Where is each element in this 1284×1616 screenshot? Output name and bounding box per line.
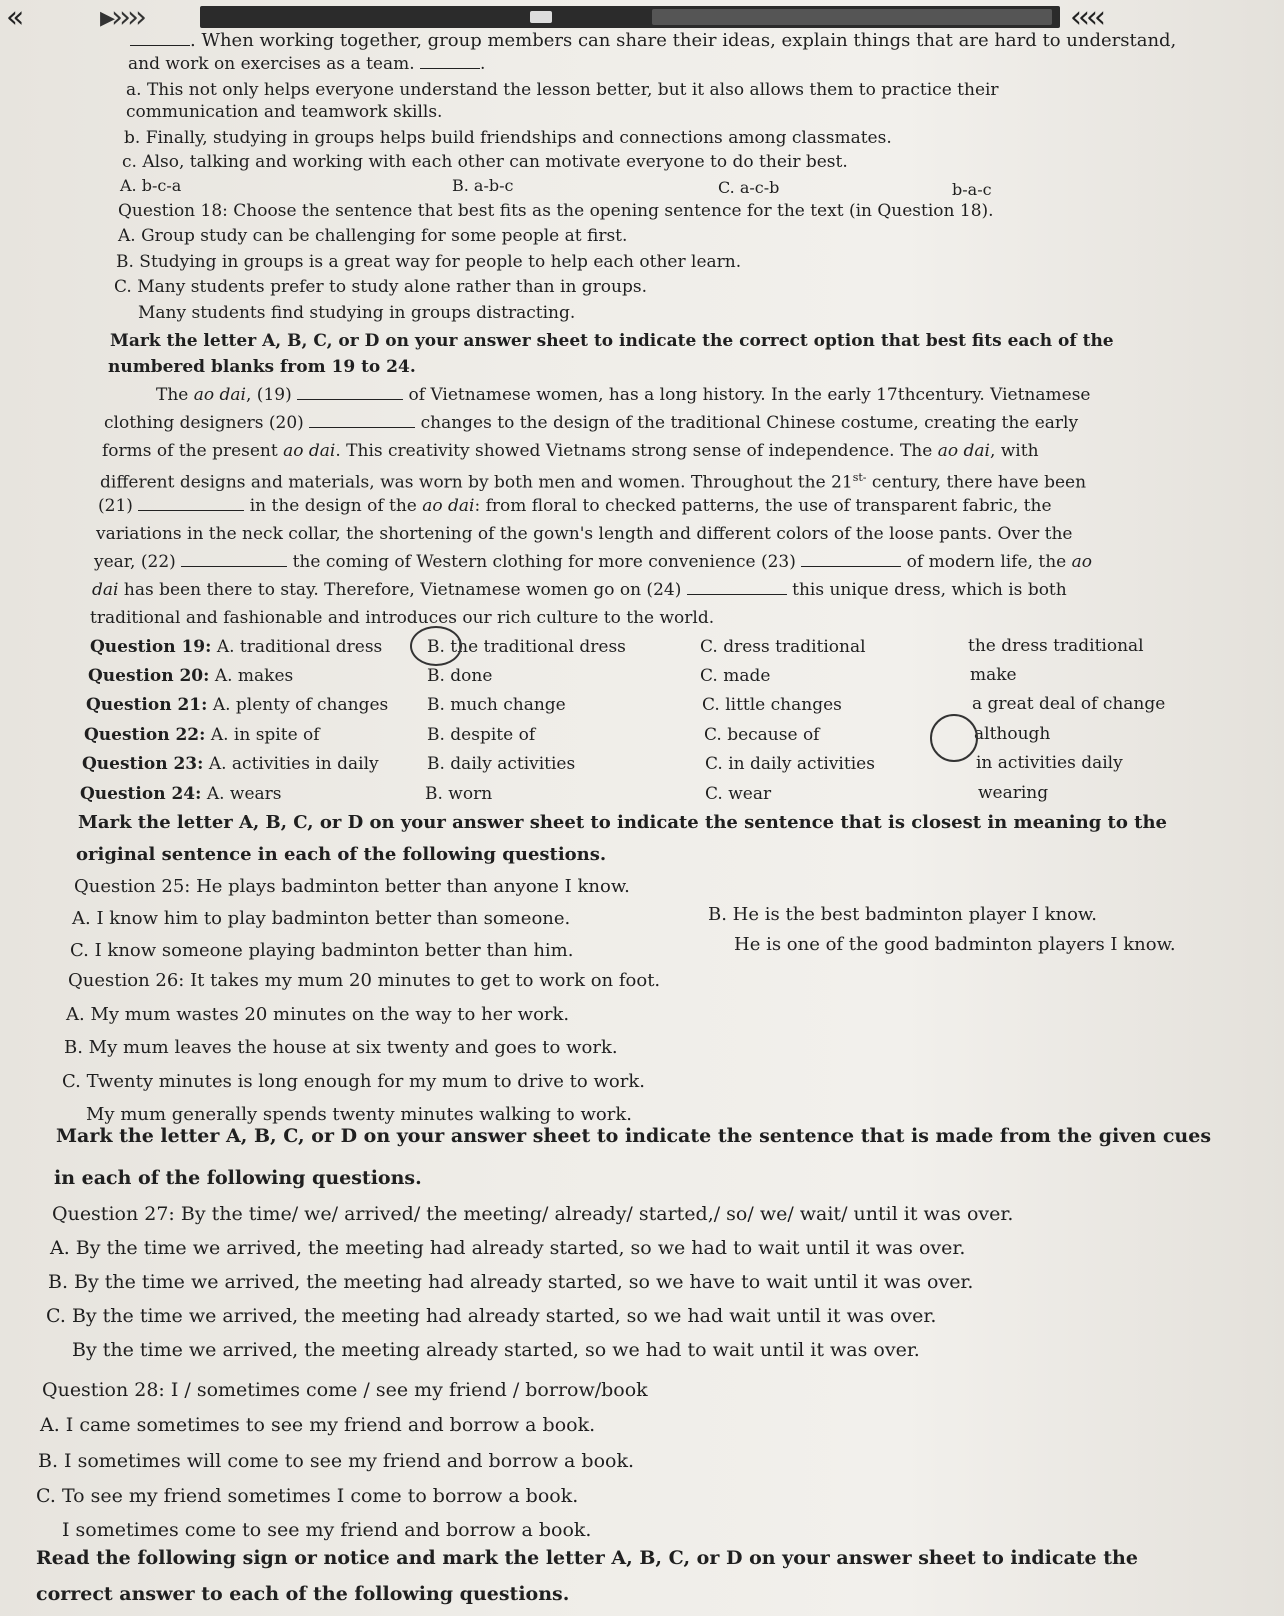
q25-option-b: B. He is the best badminton player I know. [708,904,1097,925]
q17-option-d: b-a-c [952,180,992,199]
q21-option-c: C. little changes [702,695,842,715]
q17-stem-line1: . When working together, group members can share their ideas, explain things that are hard to understand, [130,29,1176,53]
q17-option-b: B. a-b-c [452,176,514,195]
q19-option-d: the dress traditional [968,636,1144,656]
q24-option-d: wearing [978,783,1049,803]
section-heading-closest: Mark the letter A, B, C, or D on your answer sheet to indicate the sentence that is closest in meaning to the [78,812,1167,833]
q20-option-c: C. made [700,666,771,686]
q17-sentence-a: a. This not only helps everyone understand the lesson better, but it also allows them to practice their [126,80,999,100]
q22-option-d: although [974,724,1051,744]
q22-option-c: C. because of [704,725,820,745]
q17-sentence-b: b. Finally, studying in groups helps build friendships and connections among classmates. [124,128,892,148]
passage-line-6: variations in the neck collar, the shortening of the gown's length and different colors of the loose pants. Over the [96,524,1073,544]
q17-sentence-c: c. Also, talking and working with each other can motivate everyone to do their best. [122,152,848,172]
blank-24 [687,578,787,595]
q26-option-a: A. My mum wastes 20 minutes on the way to her work. [66,1004,570,1025]
q19-option-b: B. the traditional dress [427,637,626,657]
section-heading-blanks: Mark the letter A, B, C, or D on your answer sheet to indicate the correct option that best fits each of the [110,331,1114,351]
q26-option-c: C. Twenty minutes is long enough for my mum to drive to work. [62,1071,645,1092]
blank-19 [297,383,403,400]
passage-line-2: clothing designers (20) changes to the design of the traditional Chinese costume, creating the early [104,413,1079,433]
pen-circle-mark [410,626,462,666]
q21-label: Question 21: A. plenty of changes [86,695,389,715]
q25-option-a: A. I know him to play badminton better than someone. [72,908,571,929]
blank-21 [138,494,244,511]
q25-option-c: C. I know someone playing badminton better than him. [70,940,574,961]
q25-stem: Question 25: He plays badminton better than anyone I know. [74,876,630,897]
q27-option-d: By the time we arrived, the meeting already started, so we had to wait until it was over. [72,1339,920,1361]
q28-stem: Question 28: I / sometimes come / see my friend / borrow/book [42,1379,648,1401]
blank-23 [801,550,901,567]
q27-stem: Question 27: By the time/ we/ arrived/ the meeting/ already/ started,/ so/ we/ wait/ until it was over. [52,1203,1014,1225]
q21-option-d: a great deal of change [972,694,1166,714]
passage-line-4: different designs and materials, was worn by both men and women. Throughout the $21^{st-}$ century, there have been [100,471,1087,493]
double-chevron-left-icon: « [6,0,25,35]
q18-option-d: Many students find studying in groups distracting. [138,303,576,323]
blank-22 [181,550,287,567]
q24-option-c: C. wear [705,784,772,804]
passage-line-8: dai has been there to stay. Therefore, Vietnamese women go on (24) this unique dress, which is both [92,580,1067,600]
pen-circle-mark-2 [930,714,978,762]
q27-option-c: C. By the time we arrived, the meeting had already started, so we had wait until it was over. [46,1305,937,1327]
q20-label: Question 20: A. makes [88,666,294,686]
q17-option-a: A. b-c-a [120,176,182,195]
header-decor-bar [200,6,1060,28]
q17-blank-2 [420,52,480,69]
section-heading-sign-cont: correct answer to each of the following questions. [36,1583,570,1605]
q28-option-d: I sometimes come to see my friend and borrow a book. [62,1519,592,1541]
q17-sentence-a-cont: communication and teamwork skills. [126,102,443,122]
q23-label: Question 23: A. activities in daily [82,754,379,774]
q21-option-b: B. much change [427,695,566,715]
passage-line-3: forms of the present ao dai. This creativity showed Vietnams strong sense of independence. The ao dai, with [102,441,1039,461]
blank-20 [309,411,415,428]
passage-line-1: The ao dai, (19) of Vietnamese women, has a long history. In the early 17thcentury. Vietnamese [156,385,1091,405]
q26-option-b: B. My mum leaves the house at six twenty and goes to work. [64,1037,618,1058]
q24-label: Question 24: A. wears [80,784,282,804]
q20-option-b: B. done [427,666,493,686]
q19-label: Question 19: A. traditional dress [90,637,383,657]
section-heading-closest-cont: original sentence in each of the following questions. [76,844,607,865]
section-heading-sign: Read the following sign or notice and mark the letter A, B, C, or D on your answer sheet to indicate the [36,1547,1138,1569]
q17-option-c: C. a-c-b [718,178,780,197]
section-heading-cues-cont: in each of the following questions. [54,1167,422,1189]
q18-option-b: B. Studying in groups is a great way for people to help each other learn. [116,252,742,272]
q25-option-d: He is one of the good badminton players I know. [734,934,1176,955]
q22-label: Question 22: A. in spite of [84,725,320,745]
q27-option-a: A. By the time we arrived, the meeting had already started, so we had to wait until it was over. [50,1237,966,1259]
q18-stem: Question 18: Choose the sentence that best fits as the opening sentence for the text (in Question 18). [118,201,994,221]
q28-option-c: C. To see my friend sometimes I come to borrow a book. [36,1485,579,1507]
q20-option-d: make [970,665,1017,685]
chevron-left-arrows-icon: ‹‹‹‹ [1070,0,1102,35]
q28-option-b: B. I sometimes will come to see my friend and borrow a book. [38,1450,635,1472]
q18-option-a: A. Group study can be challenging for some people at first. [118,226,628,246]
q19-option-c: C. dress traditional [700,637,866,657]
section-heading-blanks-cont: numbered blanks from 19 to 24. [108,357,416,377]
header-decor-bar-inner [652,9,1052,25]
q28-option-a: A. I came sometimes to see my friend and borrow a book. [40,1414,596,1436]
passage-line-5: (21) in the design of the ao dai: from floral to checked patterns, the use of transparent fabric, the [98,496,1052,516]
passage-line-9: traditional and fashionable and introduces our rich culture to the world. [90,608,715,628]
q22-option-b: B. despite of [427,725,536,745]
q27-option-b: B. By the time we arrived, the meeting had already started, so we have to wait until it was over. [48,1271,974,1293]
q26-option-d: My mum generally spends twenty minutes walking to work. [86,1104,632,1125]
section-heading-cues: Mark the letter A, B, C, or D on your answer sheet to indicate the sentence that is made from the given cues [56,1125,1212,1147]
header-decor-dot [530,11,552,23]
q23-option-c: C. in daily activities [705,754,875,774]
q18-option-c: C. Many students prefer to study alone rather than in groups. [114,277,647,297]
q23-option-d: in activities daily [976,753,1123,773]
q24-option-b: B. worn [425,784,493,804]
q17-stem-line2: and work on exercises as a team. . [128,54,486,74]
passage-line-7: year, (22) the coming of Western clothing for more convenience (23) of modern life, the ao [94,552,1093,572]
q23-option-b: B. daily activities [427,754,576,774]
q17-blank [130,29,190,46]
q26-stem: Question 26: It takes my mum 20 minutes to get to work on foot. [68,970,661,991]
chevron-right-arrows-icon: ▸›››› [100,0,144,35]
